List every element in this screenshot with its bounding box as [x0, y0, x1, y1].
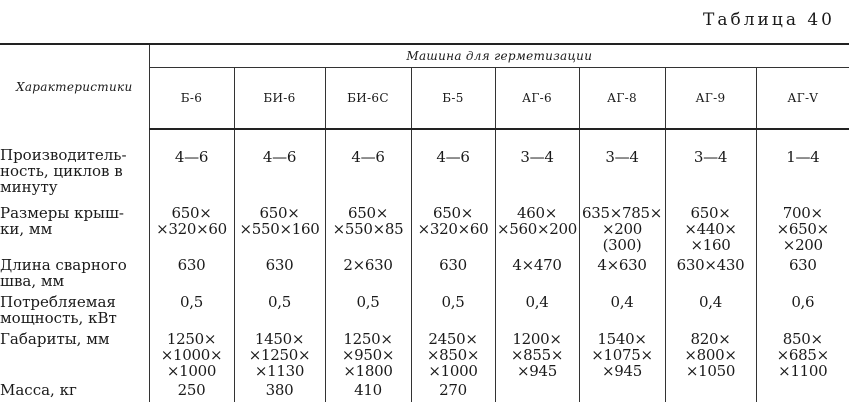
cell-line: ×200	[602, 220, 642, 238]
table-cell	[579, 257, 665, 294]
cell-line: 630	[439, 257, 467, 274]
table-cell	[579, 294, 665, 331]
table-cell	[495, 294, 579, 331]
cell-line: 2×630	[343, 257, 393, 274]
header-machine: Б-6	[149, 68, 234, 130]
cell-line: ×945	[602, 362, 642, 380]
cell-line: 0,4	[525, 294, 549, 311]
cell-line: 820×	[690, 331, 731, 348]
cell-line: 4×630	[597, 257, 647, 274]
cell-line: ×800×	[684, 346, 737, 364]
table-cell	[495, 257, 579, 294]
cell-line: 2450×	[428, 331, 478, 348]
cell-line: 270	[439, 382, 467, 399]
table-row	[0, 382, 849, 402]
table-cell	[756, 129, 849, 205]
cell-line: 1—4	[786, 148, 820, 166]
table-cell	[411, 382, 495, 402]
table-cell	[579, 382, 665, 402]
header-machine: АГ-V	[756, 68, 849, 130]
header-machine: АГ-9	[665, 68, 756, 130]
table-cell	[579, 129, 665, 205]
specifications-table	[0, 43, 849, 402]
table-cell	[756, 331, 849, 382]
table-cell	[325, 294, 411, 331]
table-cell	[756, 382, 849, 402]
cell-line: ×320×60	[156, 220, 227, 238]
cell-line: 3—4	[605, 148, 639, 166]
table-cell	[325, 331, 411, 382]
cell-line: ×1050	[685, 362, 736, 380]
table-cell	[325, 257, 411, 294]
cell-line: 1250×	[343, 331, 393, 348]
cell-line: 1250×	[166, 331, 217, 348]
table-row	[0, 129, 849, 205]
cell-line: 0,5	[356, 294, 380, 311]
table-cell	[411, 205, 495, 257]
cell-line: ×560×200	[497, 220, 577, 238]
header-machine: Б-5	[411, 68, 495, 130]
table-cell	[411, 257, 495, 294]
cell-line: ×1100	[778, 362, 828, 380]
cell-line: ×550×160	[239, 220, 320, 238]
cell-line: 410	[354, 382, 382, 399]
cell-line: 460×	[517, 205, 557, 222]
row-label: Размеры крыш- ки, мм	[0, 205, 149, 257]
table-row	[0, 294, 849, 331]
cell-line: 0,6	[791, 294, 815, 311]
cell-line: ×945	[517, 362, 557, 380]
cell-line: 650×	[348, 205, 388, 222]
row-label: Длина сварного шва, мм	[0, 257, 149, 294]
table-cell	[325, 382, 411, 402]
table-cell	[665, 257, 756, 294]
cell-line: 650×	[171, 205, 212, 222]
header-machine: БИ-6С	[325, 68, 411, 130]
table-cell	[149, 331, 234, 382]
cell-line: 0,4	[699, 294, 722, 311]
cell-line: 650×	[259, 205, 300, 222]
table-cell	[495, 331, 579, 382]
cell-line: 250	[177, 382, 206, 399]
table-cell	[325, 129, 411, 205]
header-machine: АГ-6	[495, 68, 579, 130]
cell-line: 4—6	[262, 148, 297, 166]
cell-line: 635×785×	[582, 205, 662, 222]
cell-line: 1450×	[254, 331, 305, 348]
cell-line: ×1800	[343, 362, 393, 380]
table-cell	[665, 331, 756, 382]
table-cell	[234, 257, 325, 294]
table-cell	[665, 129, 756, 205]
cell-line: ×160	[690, 236, 731, 254]
cell-line: 0,4	[610, 294, 634, 311]
row-label: Производитель- ность, циклов в минуту	[0, 129, 149, 205]
cell-line: 700×	[782, 205, 823, 222]
cell-line: 650×	[433, 205, 473, 222]
cell-line: (300)	[602, 236, 642, 254]
cell-line: 3—4	[520, 148, 554, 166]
table-cell	[756, 294, 849, 331]
cell-line: 850×	[782, 331, 823, 348]
table-cell	[149, 382, 234, 402]
cell-line: 630×430	[676, 257, 745, 274]
cell-line: ×1250×	[248, 346, 311, 364]
cell-line: 1200×	[512, 331, 562, 348]
cell-line: 4—6	[436, 148, 470, 166]
cell-line: ×650×	[776, 220, 829, 238]
row-label: Габариты, мм	[0, 331, 149, 382]
cell-line: ×855×	[510, 346, 564, 364]
cell-line: 4—6	[174, 148, 209, 166]
cell-line: 630	[177, 257, 206, 274]
cell-line: 1540×	[597, 331, 647, 348]
table-cell	[234, 331, 325, 382]
cell-line: 650×	[690, 205, 731, 222]
table-cell	[756, 257, 849, 294]
table-cell	[665, 382, 756, 402]
table-cell	[411, 129, 495, 205]
table-body	[0, 129, 849, 402]
table-cell	[149, 129, 234, 205]
cell-line: 4×470	[512, 257, 562, 274]
header-machine: БИ-6	[234, 68, 325, 130]
header-characteristics: Характеристики	[0, 44, 149, 129]
cell-line: ×1000	[166, 362, 217, 380]
table-cell	[665, 294, 756, 331]
table-cell	[665, 205, 756, 257]
table-cell	[579, 205, 665, 257]
cell-line: ×1130	[254, 362, 305, 380]
cell-line: 0,5	[180, 294, 203, 311]
table-cell	[579, 331, 665, 382]
table-cell	[325, 205, 411, 257]
header-machine-group: Машина для герметизации	[149, 44, 849, 68]
cell-line: ×1075×	[591, 346, 653, 364]
table-cell	[149, 257, 234, 294]
table-cell	[495, 205, 579, 257]
table-cell	[495, 129, 579, 205]
table-caption: Таблица 40	[703, 10, 835, 30]
table-row	[0, 257, 849, 294]
table-cell	[756, 205, 849, 257]
cell-line: ×1000	[428, 362, 478, 380]
cell-line: ×685×	[776, 346, 829, 364]
table-cell	[411, 294, 495, 331]
table-row	[0, 331, 849, 382]
table-cell	[495, 382, 579, 402]
table-cell	[149, 294, 234, 331]
cell-line: 3—4	[693, 148, 728, 166]
cell-line: ×950×	[341, 346, 395, 364]
table-cell	[234, 382, 325, 402]
row-label: Потребляемая мощность, кВт	[0, 294, 149, 331]
cell-line: ×850×	[426, 346, 480, 364]
cell-line: ×200	[782, 236, 823, 254]
row-label: Масса, кг	[0, 382, 149, 402]
cell-line: 0,5	[268, 294, 291, 311]
header-machine: АГ-8	[579, 68, 665, 130]
cell-line: 630	[788, 257, 817, 274]
table-cell	[234, 129, 325, 205]
cell-line: 380	[265, 382, 294, 399]
cell-line: ×1000×	[160, 346, 223, 364]
table-cell	[149, 205, 234, 257]
cell-line: 0,5	[441, 294, 465, 311]
table-cell	[234, 294, 325, 331]
cell-line: ×440×	[684, 220, 737, 238]
cell-line: 4—6	[351, 148, 385, 166]
cell-line: ×320×60	[417, 220, 489, 238]
cell-line: 630	[265, 257, 294, 274]
cell-line: ×550×85	[332, 220, 404, 238]
table-cell	[234, 205, 325, 257]
table-cell	[411, 331, 495, 382]
table-row	[0, 205, 849, 257]
